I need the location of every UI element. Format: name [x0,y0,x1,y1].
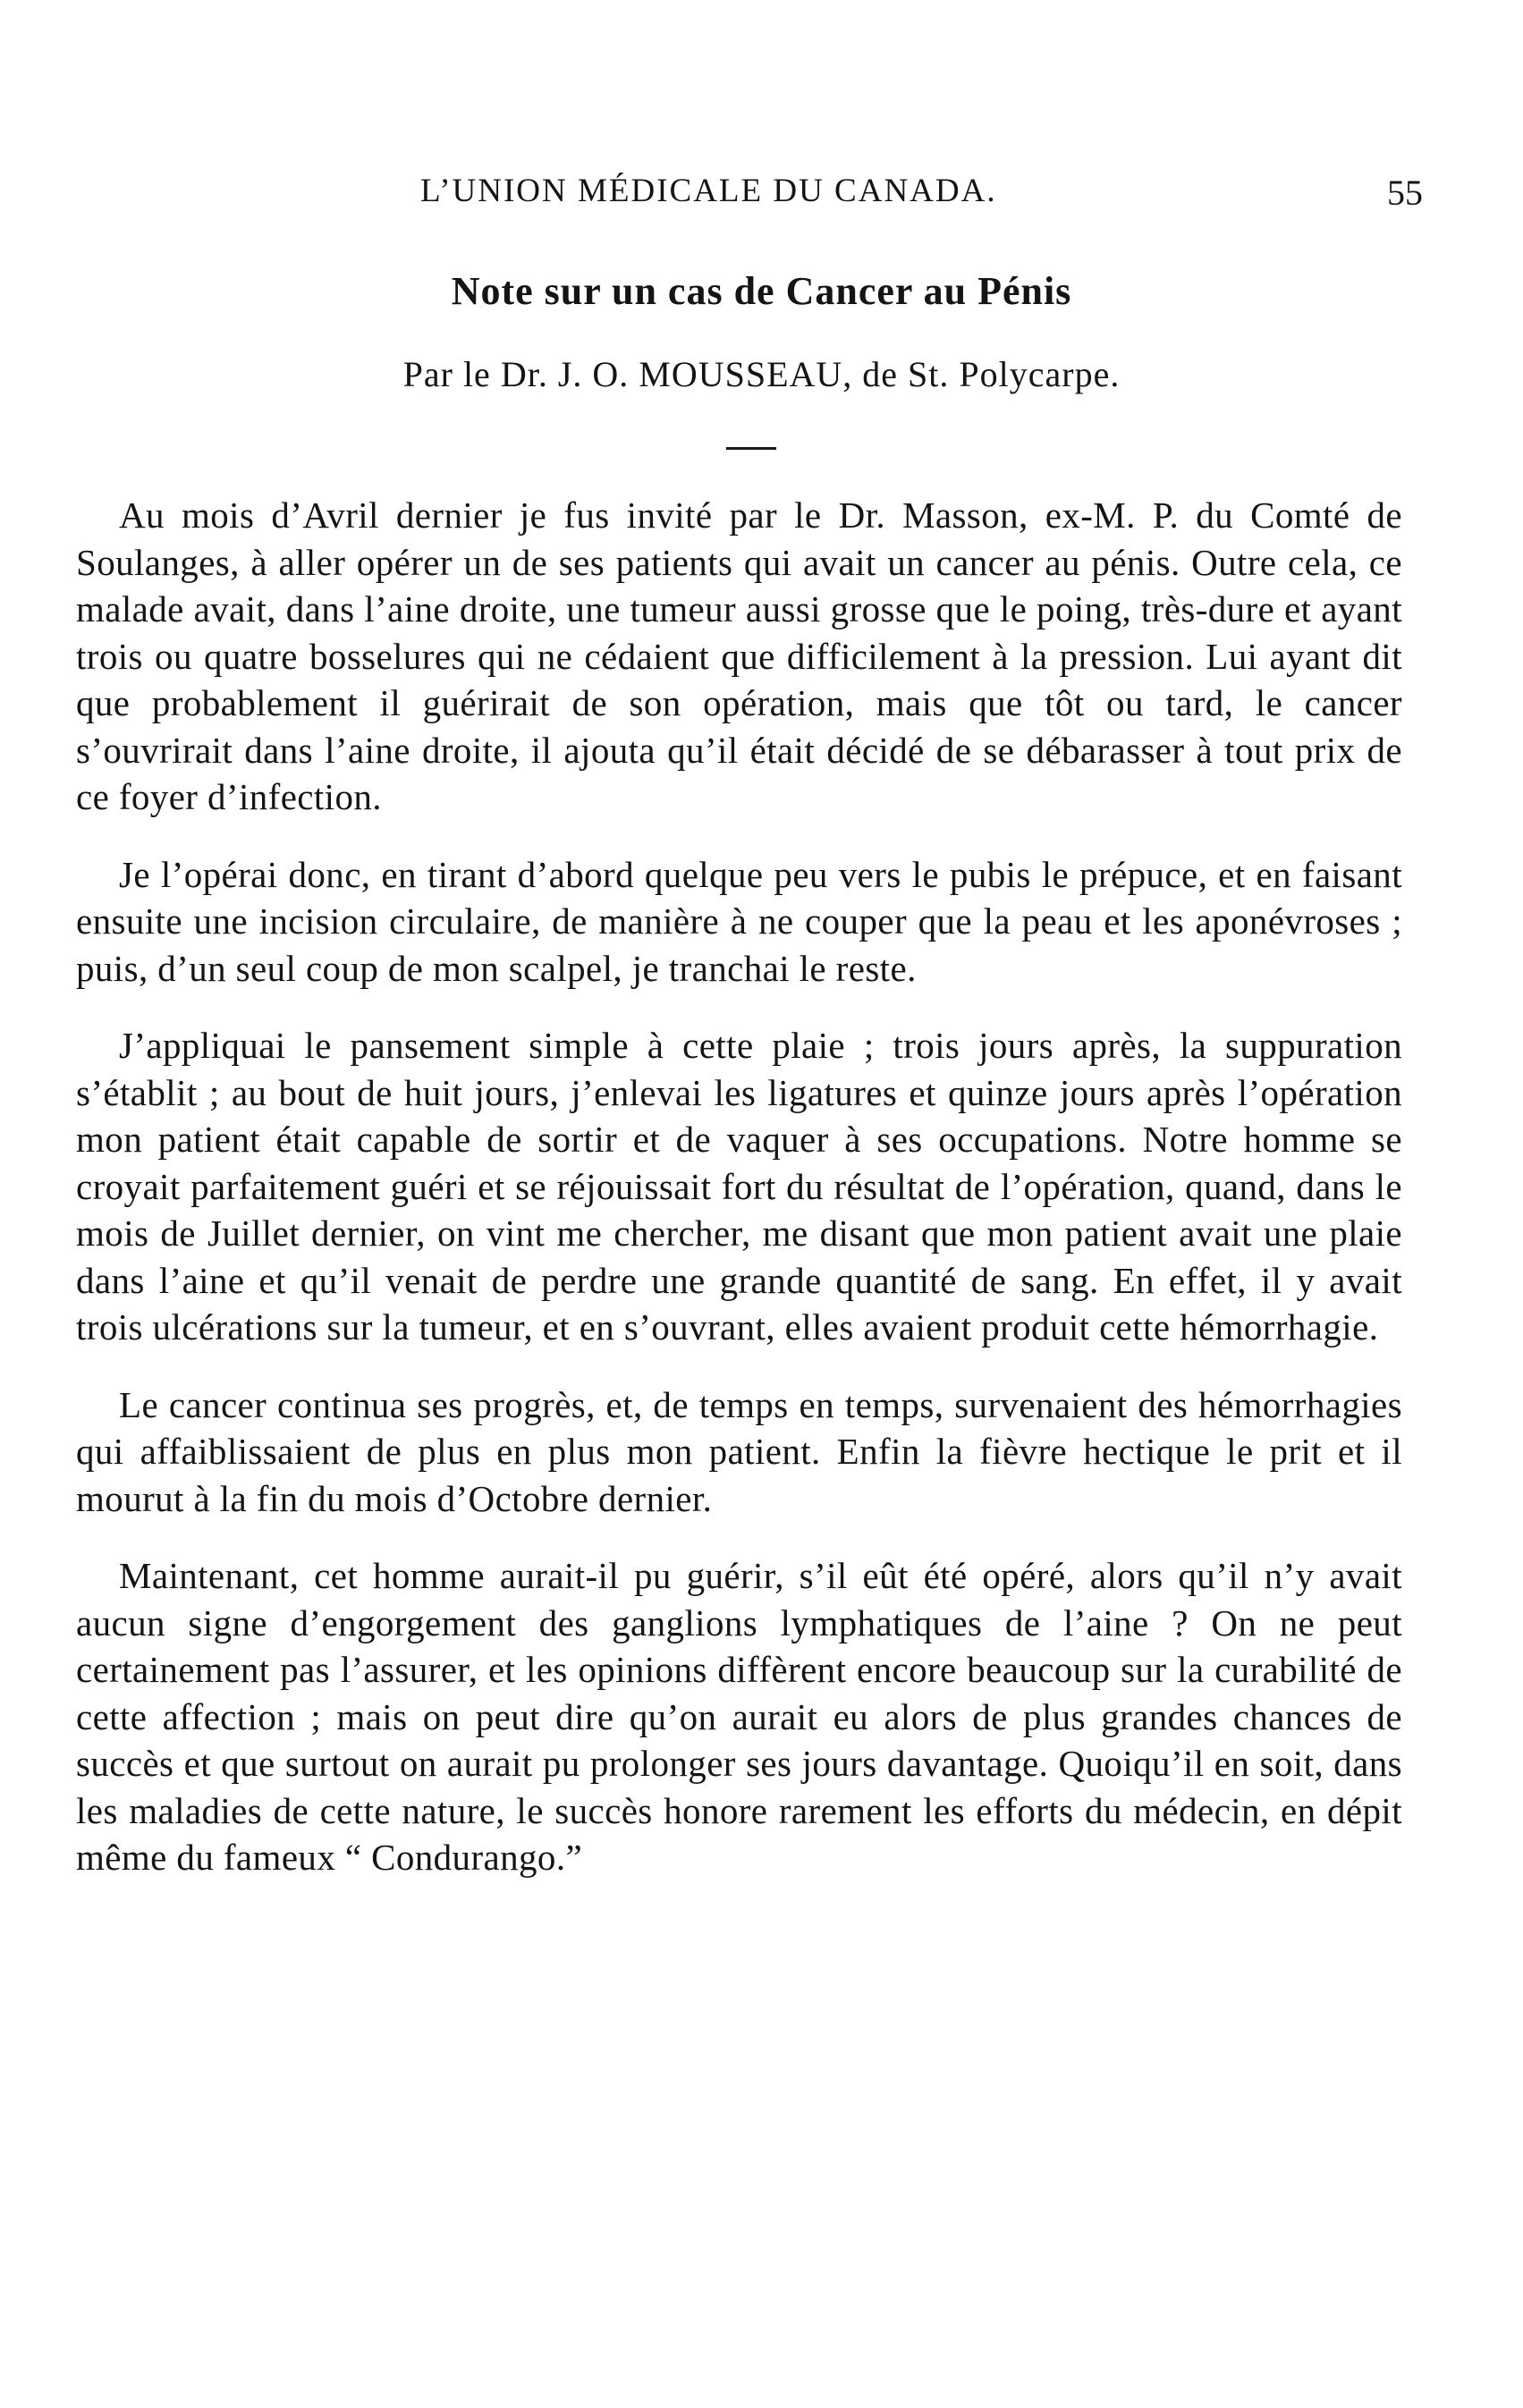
section-divider [726,447,776,450]
paragraph-5: Maintenant, cet homme aurait-il pu guérir, s’il eût été opéré, alors qu’il n’y avait aucun signe d’engorgement des ganglions lymphatiques de l’aine ? On ne peut certainement pas l’assurer, et les opinions diffèrent encore beaucoup sur la curabilité de cette affection ; mais on peut dire qu’on aurait eu alors de plus grandes chances de succès et que surtout on aurait pu prolonger ses jours davantage. Quoiqu’il en soit, dans les maladies de cette nature, le succès honore rarement les efforts du médecin, en dépit même du fameux “ Condurango.” [76,1555,1402,1878]
paragraph-1: Au mois d’Avril dernier je fus invité par le Dr. Masson, ex-M. P. du Comté de Soulanges, à aller opérer un de ses patients qui avait un cancer au pénis. Outre cela, ce malade avait, dans l’aine droite, une tumeur aussi grosse que le poing, très-dure et ayant trois ou quatre bosselures qui ne cédaient que difficilement à la pression. Lui ayant dit que probablement il guérirait de son opération, mais que tôt ou tard, le cancer s’ouvrirait dans l’aine droite, il ajouta qu’il était décidé de se débarasser à tout prix de ce foyer d’infection. [76,494,1402,817]
paragraph-2: Je l’opérai donc, en tirant d’abord quelque peu vers le pubis le prépuce, et en faisant ensuite une incision circulaire, de manière à ne couper que la peau et les aponévroses ; puis, d’un seul coup de mon scalpel, je tranchai le reste. [76,853,1402,989]
running-title: L’UNION MÉDICALE DU CANADA. [420,173,997,209]
article-body [76,492,1402,1912]
article-title: Note sur un cas de Cancer au Pénis [451,269,1072,313]
paragraph-3: J’appliquai le pansement simple à cette plaie ; trois jours après, la suppuration s’établit ; au bout de huit jours, j’enlevai les ligatures et quinze jours après l’opération mon patient était capable de sortir et de vaquer à ses occupations. Notre homme se croyait parfaitement guéri et se réjouissait fort du résultat de l’opération, quand, dans le mois de Juillet dernier, on vint me chercher, me disant que mon patient avait une plaie dans l’aine et qu’il venait de perdre une grande quantité de sang. En effet, il y avait trois ulcérations sur la tumeur, et en s’ouvrant, elles avaient produit cette hémorrhagie. [76,1025,1402,1348]
article-byline: Par le Dr. J. O. MOUSSEAU, de St. Polycarpe. [402,354,1121,394]
page-number: 55 [1387,173,1423,213]
paragraph-4: Le cancer continua ses progrès, et, de temps en temps, survenaient des hémorrhagies qui affaiblissaient de plus en plus mon patient. Enfin la fièvre hectique le prit et il mourut à la fin du mois d’Octobre dernier. [76,1383,1402,1519]
